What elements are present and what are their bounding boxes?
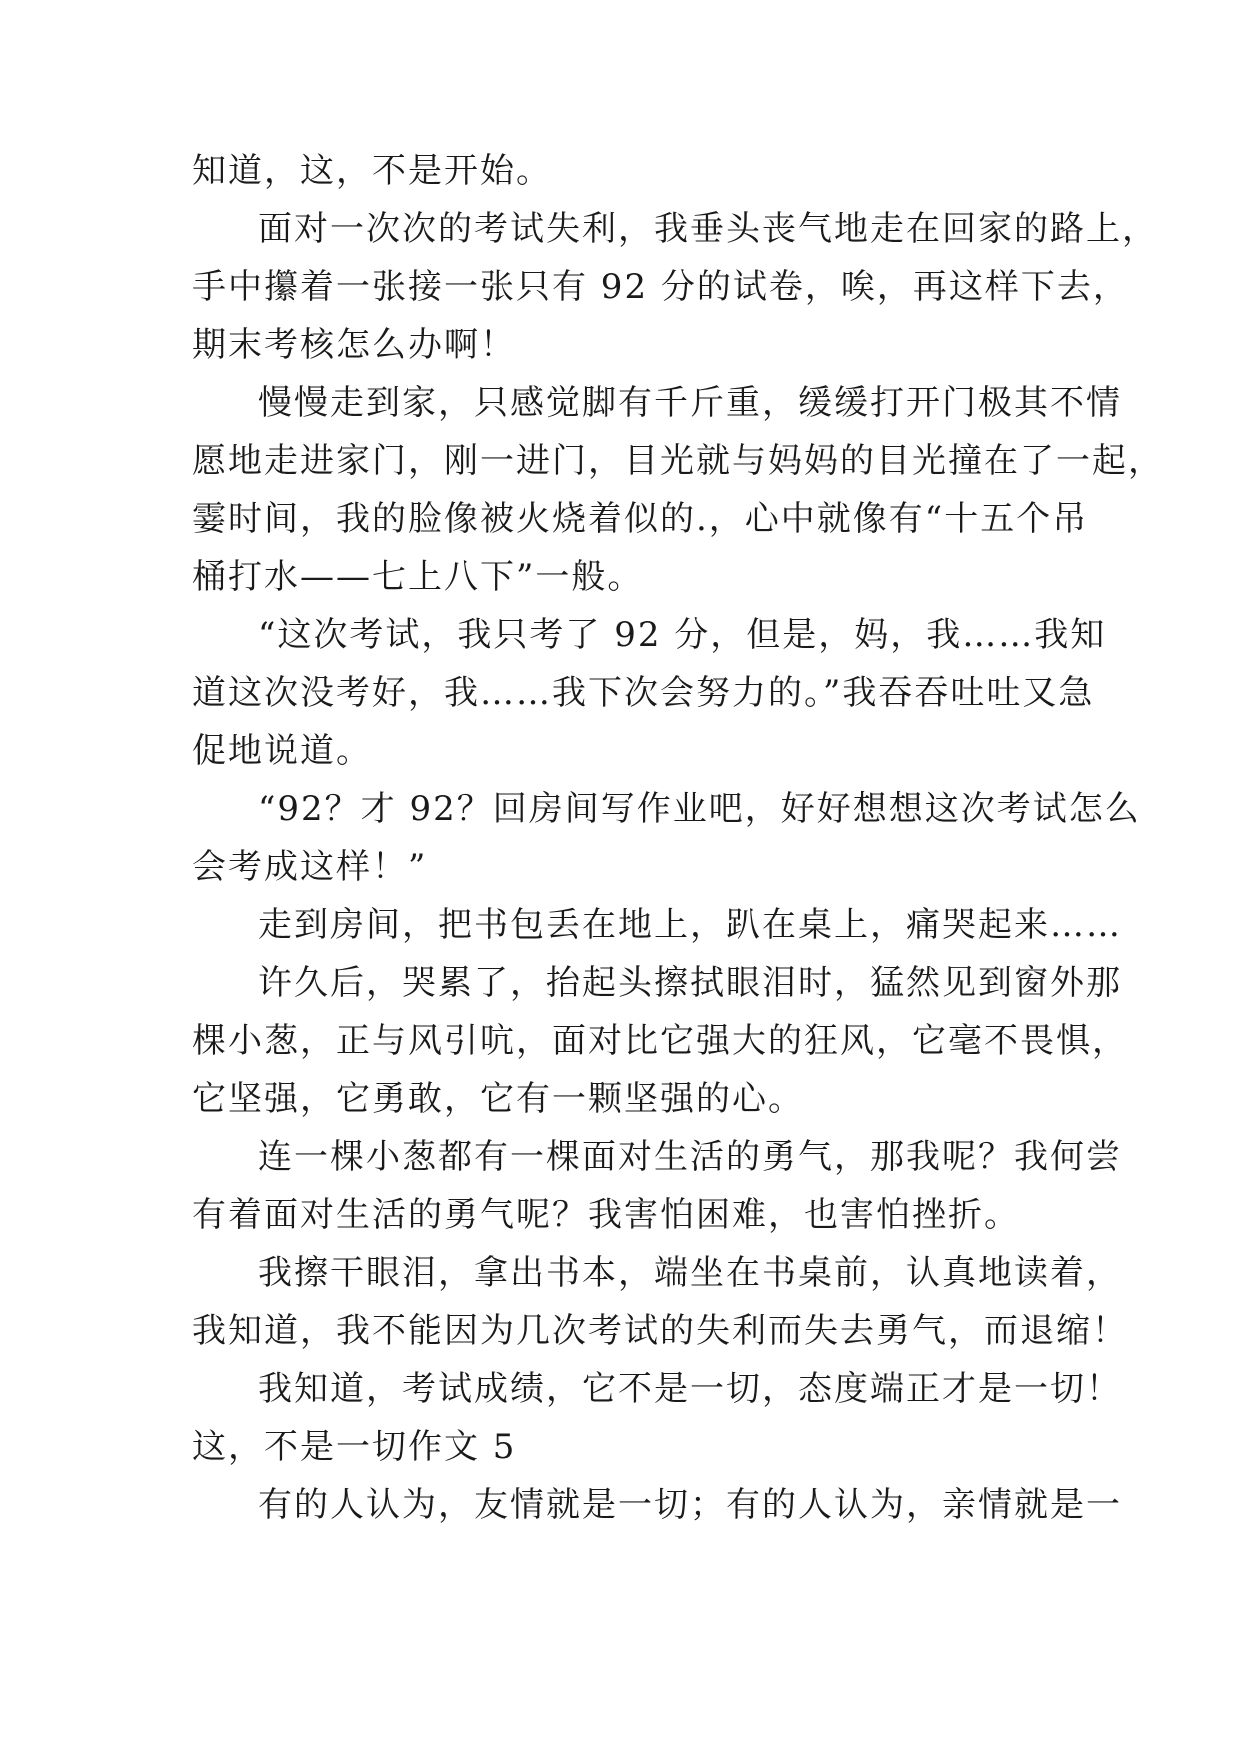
- text-line: 面对一次次的考试失利，我垂头丧气地走在回家的路上，: [258, 209, 1158, 249]
- text-line: “92？才 92？回房间写作业吧，好好想想这次考试怎么: [258, 789, 1141, 829]
- text-line: 许久后，哭累了，抬起头擦拭眼泪时，猛然见到窗外那: [258, 963, 1122, 1003]
- text-line: 期末考核怎么办啊！: [192, 325, 516, 365]
- text-line: 愿地走进家门，刚一进门，目光就与妈妈的目光撞在了一起，: [192, 441, 1164, 481]
- text-line: “这次考试，我只考了 92 分，但是，妈，我……我知: [258, 615, 1107, 655]
- section-heading: 这，不是一切作文 5: [192, 1427, 517, 1467]
- text-line: 棵小葱，正与风引吭，面对比它强大的狂风，它毫不畏惧，: [192, 1021, 1128, 1061]
- text-line: 连一棵小葱都有一棵面对生活的勇气，那我呢？我何尝: [258, 1137, 1122, 1177]
- text-line: 有着面对生活的勇气呢？我害怕困难，也害怕挫折。: [192, 1195, 1020, 1235]
- text-line: 促地说道。: [192, 731, 372, 771]
- text-line: 霎时间，我的脸像被火烧着似的.，心中就像有“十五个吊: [192, 499, 1089, 539]
- text-line: 我知道，考试成绩，它不是一切，态度端正才是一切！: [258, 1369, 1122, 1409]
- text-line: 有的人认为，友情就是一切；有的人认为，亲情就是一: [258, 1485, 1122, 1525]
- text-line: 我擦干眼泪，拿出书本，端坐在书桌前，认真地读着，: [258, 1253, 1122, 1293]
- text-line: 道这次没考好，我……我下次会努力的。”我吞吞吐吐又急: [192, 673, 1095, 713]
- text-line: 会考成这样！”: [192, 847, 428, 887]
- text-line: 桶打水——七上八下”一般。: [192, 557, 644, 597]
- text-line: 知道，这，不是开始。: [192, 151, 552, 191]
- text-line: 慢慢走到家，只感觉脚有千斤重，缓缓打开门极其不情: [258, 383, 1122, 423]
- text-line: 它坚强，它勇敢，它有一颗坚强的心。: [192, 1079, 804, 1119]
- text-line: 走到房间，把书包丢在地上，趴在桌上，痛哭起来……: [258, 905, 1122, 945]
- text-line: 手中攥着一张接一张只有 92 分的试卷，唉，再这样下去，: [192, 267, 1129, 307]
- text-line: 我知道，我不能因为几次考试的失利而失去勇气，而退缩！: [192, 1311, 1128, 1351]
